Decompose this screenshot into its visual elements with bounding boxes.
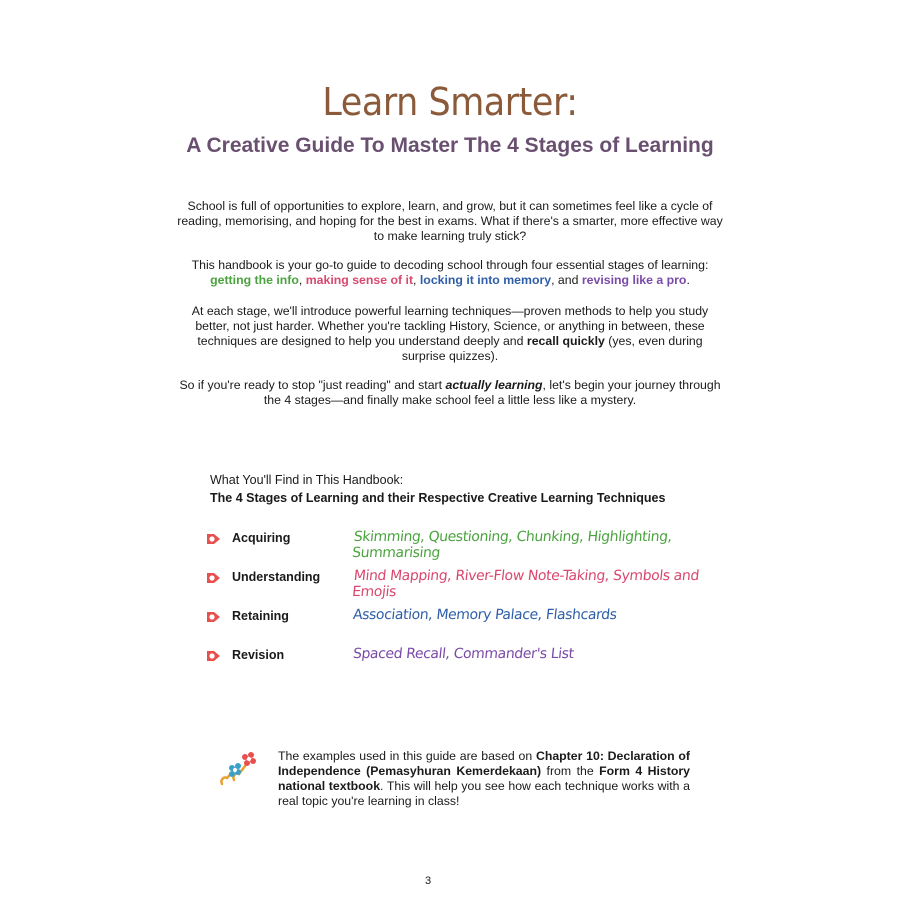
note-chapter: Chapter 10: Declaration of Independence (Pemasyhuran Kemerdekaan) [278, 749, 690, 778]
stage-name: Retaining [232, 609, 289, 623]
page-subtitle: A Creative Guide To Master The 4 Stages of Learning [186, 134, 714, 157]
stage-row-retaining [205, 607, 725, 629]
stage-revising: revising like a pro [581, 273, 687, 287]
p3-bold: recall quickly [526, 334, 605, 348]
stage-techniques: Skimming, Questioning, Chunking, Highlighting, Summarising [351, 529, 673, 561]
intro-paragraph-2: This handbook is your go-to guide to decoding school through four essential stages of learning: getting the info, making sense of it, locking it into memory, and revising like a pro. [191, 258, 709, 287]
p3-text-b: (yes, even during surprise quizzes). [401, 334, 703, 363]
stage-getting-info: getting the info [210, 273, 299, 287]
page-title-script [36, 80, 864, 124]
intro-paragraph-1: School is full of opportunities to explore, learn, and grow, but it can sometimes feel like a cycle of reading, memorising, and hoping for the best in exams. What if there's a smarter, more effective way to make learning truly stick? [177, 199, 723, 243]
stage-row-revision [205, 646, 725, 668]
page-title-text: Learn Smarter: [322, 80, 578, 124]
contents-title: The 4 Stages of Learning and their Respective Creative Learning Techniques [210, 491, 666, 505]
note-textbook: Form 4 History national textbook [278, 764, 690, 793]
intro-paragraph-4 [175, 378, 725, 408]
stage-name: Revision [232, 648, 285, 662]
stage-techniques: Spaced Recall, Commander's List [352, 646, 575, 662]
p4-text-a: So if you're ready to stop "just reading" and start [179, 378, 443, 392]
arrow-bullet-icon [205, 610, 221, 624]
arrow-bullet-icon [205, 532, 221, 546]
stage-name: Acquiring [232, 531, 291, 545]
arrow-bullet-icon [205, 571, 221, 585]
arrow-bullet-icon [205, 649, 221, 663]
stage-row-understanding [205, 568, 725, 600]
page-number: 3 [424, 875, 432, 887]
stage-techniques: Mind Mapping, River-Flow Note-Taking, Symbols and Emojis [351, 568, 700, 600]
stage-name: Understanding [232, 570, 321, 584]
p2-prefix: This handbook is your go-to guide to decoding school through four essential stages of learning: [191, 258, 709, 272]
stage-row-acquiring [205, 529, 725, 561]
p4-emphasis: actually learning [445, 378, 543, 392]
note-text-c: from the [546, 764, 594, 778]
p3-text-a: At each stage, we'll introduce powerful learning techniques—proven methods to help you study better, not just harder. Whether you're tackling History, Science, or anything in between, these techniques are designed to help you understand deeply and [191, 304, 709, 348]
stage-locking-memory: locking it into memory [419, 273, 552, 287]
p4-text-b: , let's begin your journey through the 4 stages—and finally make school feel a little less like a mystery. [263, 378, 721, 407]
stage-techniques: Association, Memory Palace, Flashcards [352, 607, 618, 623]
note-text-d: . This will help you see how each technique works with a real topic you're learning in class! [278, 779, 690, 808]
intro-paragraph-3 [175, 304, 725, 364]
p2-and: and [557, 273, 579, 287]
stage-making-sense: making sense of it [305, 273, 414, 287]
note-text-a: The examples used in this guide are based on [278, 749, 533, 763]
contents-label: What You'll Find in This Handbook: [210, 473, 404, 487]
note-paragraph [278, 749, 690, 809]
flower-clip-icon [218, 750, 260, 788]
